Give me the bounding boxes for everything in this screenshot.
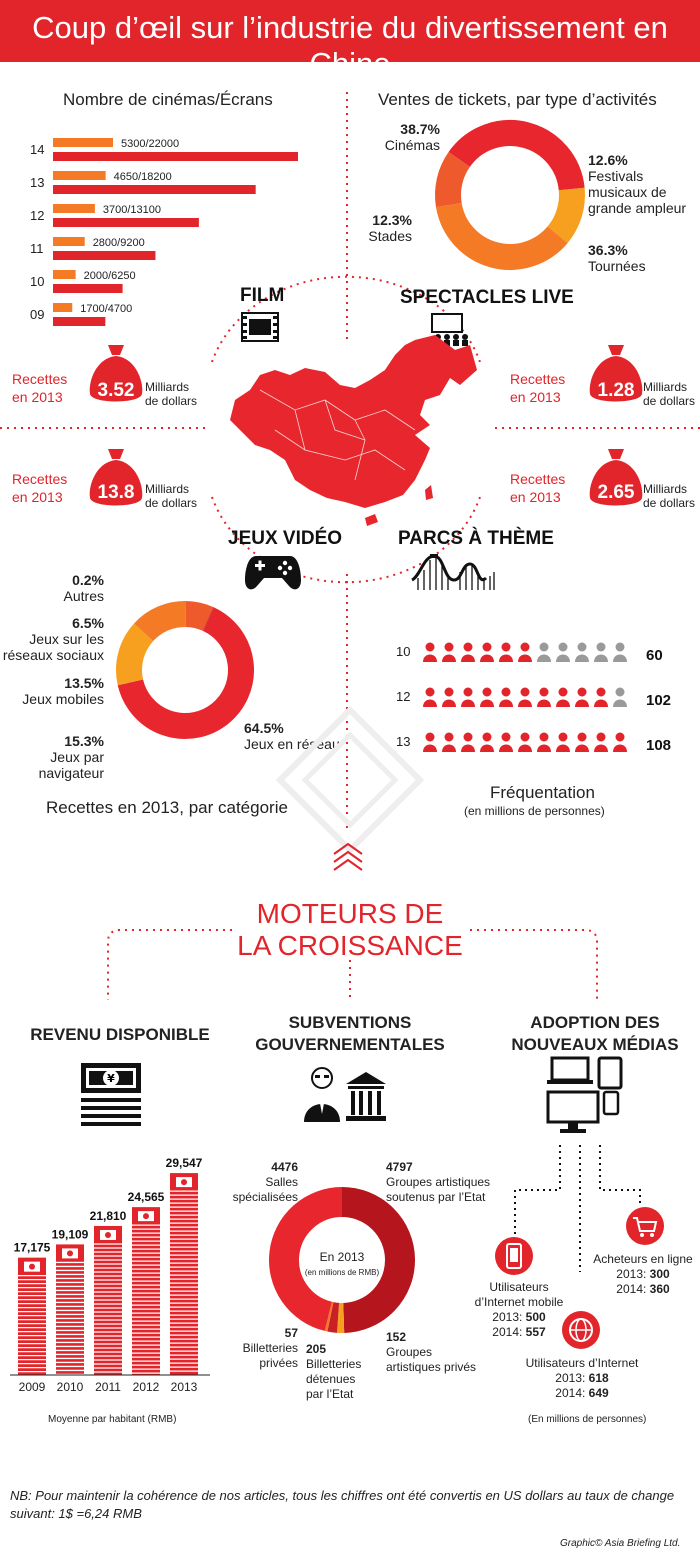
- cinema-label-12: 3700/13100: [102, 204, 162, 216]
- person-body: [423, 655, 437, 663]
- person-icon: [616, 733, 625, 742]
- attendance-title: Fréquentation: [490, 783, 595, 802]
- person-icon: [483, 643, 492, 652]
- cinema-bar-11: [53, 237, 85, 246]
- watermark-logo-icon: [270, 700, 430, 860]
- parks-revenue-value: 2.65: [597, 482, 635, 503]
- cinemas-bar-chart: [0, 130, 330, 340]
- screens-bar-09: [53, 317, 105, 326]
- person-icon: [597, 733, 606, 742]
- growth-connectors: [0, 920, 700, 1010]
- games-chart-title: Recettes en 2013, par catégorie: [46, 798, 288, 817]
- person-icon: [464, 733, 473, 742]
- subsidies-label-prives: 152 Groupes artistiques privés: [386, 1330, 477, 1374]
- games-label-mobile: 13.5% Jeux mobiles: [22, 675, 104, 707]
- cinema-bar-12: [53, 204, 95, 213]
- person-icon: [502, 643, 511, 652]
- parks-revenue-label: Recettes en 2013: [510, 471, 566, 505]
- tickets-label-stades: 12.3% Stades: [368, 212, 412, 244]
- svg-text:¥: ¥: [107, 1072, 115, 1085]
- person-body: [518, 700, 532, 708]
- cinema-year-11: 11: [30, 241, 44, 256]
- games-slice-1: [129, 632, 144, 682]
- screens-bar-14: [53, 152, 298, 161]
- attendance-value-12: 102: [646, 692, 672, 709]
- cinema-year-10: 10: [30, 274, 45, 289]
- person-icon: [578, 643, 587, 652]
- attendance-year-12: 12: [396, 689, 411, 704]
- games-label: JEUX VIDÉO: [228, 528, 343, 549]
- media-internet-users: Utilisateurs d’Internet 2013: 618 2014: 649: [525, 1356, 639, 1400]
- cinema-bar-13: [53, 171, 106, 180]
- person-icon: [540, 643, 549, 652]
- person-body: [613, 700, 627, 708]
- person-icon: [559, 688, 568, 697]
- revenue-title: REVENU DISPONIBLE: [30, 1025, 210, 1044]
- person-icon: [502, 688, 511, 697]
- cinema-bar-14: [53, 138, 113, 147]
- person-body: [594, 745, 608, 753]
- income-caption: Moyenne par habitant (RMB): [48, 1414, 177, 1425]
- income-value-2012: 24,565: [127, 1190, 165, 1205]
- cinema-label-11: 2800/9200: [92, 237, 145, 249]
- person-body: [594, 700, 608, 708]
- film-revenue-unit: Milliards de dollars: [145, 380, 198, 408]
- parks-label: PARCS À THÈME: [398, 528, 554, 549]
- person-body: [518, 655, 532, 663]
- media-online-buyers: Acheteurs en ligne 2013: 300 2014: 360: [593, 1252, 693, 1296]
- film-revenue-label: Recettes en 2013: [12, 371, 68, 405]
- games-label-network: 64.5% Jeux en réseau: [244, 720, 340, 752]
- person-body: [575, 745, 589, 753]
- screens-bar-10: [53, 284, 123, 293]
- subsidies-slice-2: [330, 1317, 338, 1318]
- person-body: [442, 700, 456, 708]
- media-title: ADOPTION DES NOUVEAUX MÉDIAS: [511, 1013, 679, 1054]
- income-bar-chart: [0, 1150, 215, 1400]
- person-body: [575, 655, 589, 663]
- games-label-browser: 15.3% Jeux par navigateur: [38, 733, 104, 781]
- person-body: [613, 655, 627, 663]
- person-icon: [559, 733, 568, 742]
- income-value-2013: 29,547: [165, 1156, 203, 1171]
- person-icon: [578, 733, 587, 742]
- screens-bar-13: [53, 185, 256, 194]
- person-body: [556, 655, 570, 663]
- attendance-year-10: 10: [396, 644, 411, 659]
- income-year-2009: 2009: [18, 1380, 46, 1394]
- person-icon: [597, 688, 606, 697]
- person-body: [537, 700, 551, 708]
- banknote-dot: [143, 1213, 149, 1219]
- banknote-dot: [105, 1232, 111, 1238]
- page-title: Coup d’œil sur l’industrie du divertissement en Chine: [32, 10, 668, 81]
- person-body: [518, 745, 532, 753]
- media-mobile-users: Utilisateurs d’Internet mobile 2013: 500 2014: 557: [474, 1280, 564, 1339]
- cinema-year-13: 13: [30, 175, 45, 190]
- person-body: [442, 745, 456, 753]
- banknote-dot: [67, 1250, 73, 1256]
- person-body: [556, 745, 570, 753]
- person-icon: [426, 643, 435, 652]
- person-icon: [578, 688, 587, 697]
- footnote: NB: Pour maintenir la cohérence de nos articles, tous les chiffres ont été convertis en US dollars au taux de change suivant: 1$ =6,24 RMB: [10, 1488, 675, 1521]
- person-body: [461, 700, 475, 708]
- attendance-value-10: 60: [646, 647, 663, 664]
- tickets-slice-3: [448, 159, 459, 205]
- roller-coaster-icon: [410, 550, 496, 592]
- games-revenue-value: 13.8: [97, 482, 135, 503]
- person-icon: [616, 643, 625, 652]
- tickets-slice-1: [558, 189, 572, 235]
- live-revenue-unit: Milliards de dollars: [643, 380, 696, 408]
- games-revenue-unit: Milliards de dollars: [145, 482, 198, 510]
- subsidies-label-bill-priv: 57 Billetteries privées: [242, 1326, 298, 1370]
- person-body: [537, 745, 551, 753]
- chevron-up-icon: [330, 840, 366, 874]
- person-body: [480, 655, 494, 663]
- parks-revenue-unit: Milliards de dollars: [643, 482, 696, 510]
- cinema-label-10: 2000/6250: [83, 270, 136, 282]
- cinema-bar-10: [53, 270, 76, 279]
- income-value-2011: 21,810: [89, 1208, 127, 1223]
- person-icon: [426, 688, 435, 697]
- person-icon: [521, 643, 530, 652]
- subsidies-title: SUBVENTIONS GOUVERNEMENTALES: [255, 1013, 445, 1054]
- income-year-2013: 2013: [170, 1380, 198, 1394]
- person-icon: [521, 733, 530, 742]
- person-icon: [502, 733, 511, 742]
- person-body: [461, 745, 475, 753]
- tickets-label-tournees: 36.3% Tournées: [588, 242, 646, 274]
- person-body: [499, 745, 513, 753]
- china-map-icon: [215, 330, 485, 530]
- person-body: [480, 700, 494, 708]
- attendance-value-13: 108: [646, 737, 672, 754]
- person-icon: [483, 733, 492, 742]
- games-label-social: 6.5% Jeux sur les réseaux sociaux: [2, 615, 104, 663]
- screens-bar-11: [53, 251, 155, 260]
- cinema-year-12: 12: [30, 208, 45, 223]
- screens-bar-12: [53, 218, 199, 227]
- tickets-slice-0: [459, 133, 571, 189]
- person-icon: [464, 688, 473, 697]
- subsidies-label-bill-etat: 205 Billetteries détenues par l’Etat: [306, 1342, 362, 1401]
- tickets-slice-2: [449, 205, 558, 257]
- media-caption: (En millions de personnes): [528, 1414, 647, 1425]
- cash-stack-icon: [80, 1062, 142, 1128]
- attendance-pictogram: [390, 630, 690, 760]
- tickets-donut-chart: [420, 110, 600, 280]
- person-icon: [445, 643, 454, 652]
- person-icon: [559, 643, 568, 652]
- live-revenue-value: 1.28: [597, 380, 635, 401]
- cinema-year-14: 14: [30, 142, 45, 157]
- person-body: [556, 700, 570, 708]
- shopping-cart-icon: [625, 1206, 665, 1246]
- attendance-year-13: 13: [396, 734, 411, 749]
- income-year-2010: 2010: [56, 1380, 84, 1394]
- income-value-2010: 19,109: [51, 1227, 89, 1242]
- person-body: [613, 745, 627, 753]
- credit: Graphic© Asia Briefing Ltd.: [560, 1538, 681, 1549]
- tickets-label-festivals: 12.6% Festivals musicaux de grande ampleur: [588, 152, 687, 216]
- attendance-subtitle: (en millions de personnes): [464, 804, 605, 818]
- cinema-label-14: 5300/22000: [121, 138, 180, 150]
- person-icon: [445, 688, 454, 697]
- cinema-year-09: 09: [30, 307, 45, 322]
- person-body: [537, 655, 551, 663]
- official-bank-icon: [302, 1064, 386, 1124]
- person-body: [442, 655, 456, 663]
- person-icon: [540, 688, 549, 697]
- subsidies-label-salles: 4476 Salles spécialisées: [232, 1160, 298, 1204]
- tickets-label-cinemas: 38.7% Cinémas: [384, 121, 440, 153]
- games-label-autres: 0.2% Autres: [63, 572, 104, 604]
- film-label: FILM: [240, 285, 285, 306]
- games-slice-3: [186, 614, 208, 619]
- cinema-bar-09: [53, 303, 72, 312]
- person-icon: [597, 643, 606, 652]
- person-body: [499, 700, 513, 708]
- income-year-2011: 2011: [95, 1380, 121, 1394]
- person-icon: [483, 688, 492, 697]
- growth-title: MOTEURS DE LA CROISSANCE: [237, 898, 463, 961]
- games-slice-2: [144, 614, 186, 632]
- live-revenue-label: Recettes en 2013: [510, 371, 566, 405]
- person-body: [594, 655, 608, 663]
- banknote-dot: [181, 1179, 187, 1185]
- devices-icon: [546, 1056, 630, 1136]
- person-icon: [521, 688, 530, 697]
- person-icon: [616, 688, 625, 697]
- banknote-dot: [29, 1264, 35, 1270]
- income-value-2009: 17,175: [13, 1240, 51, 1255]
- tickets-chart-title: Ventes de tickets, par type d’activités: [378, 90, 657, 109]
- person-body: [461, 655, 475, 663]
- live-label: SPECTACLES LIVE: [400, 287, 574, 308]
- person-body: [499, 655, 513, 663]
- gamepad-icon: [244, 550, 302, 592]
- cinemas-chart-title: Nombre de cinémas/Écrans: [63, 90, 273, 109]
- income-year-2012: 2012: [132, 1380, 160, 1394]
- mobile-phone-icon: [494, 1236, 534, 1276]
- subsidies-center-label: En 2013 (en millions de RMB): [304, 1250, 380, 1277]
- person-body: [575, 700, 589, 708]
- games-revenue-label: Recettes en 2013: [12, 471, 68, 505]
- income-bar-2010: [56, 1244, 84, 1375]
- subsidies-label-etat: 4797 Groupes artistiques soutenus par l’Etat: [386, 1160, 491, 1204]
- person-icon: [540, 733, 549, 742]
- person-body: [480, 745, 494, 753]
- cinema-label-09: 1700/4700: [80, 303, 133, 315]
- cinema-label-13: 4650/18200: [113, 171, 172, 183]
- income-bar-2012: [132, 1207, 160, 1375]
- person-icon: [464, 643, 473, 652]
- games-donut-chart: [105, 590, 265, 750]
- film-revenue-value: 3.52: [97, 380, 135, 401]
- person-icon: [445, 733, 454, 742]
